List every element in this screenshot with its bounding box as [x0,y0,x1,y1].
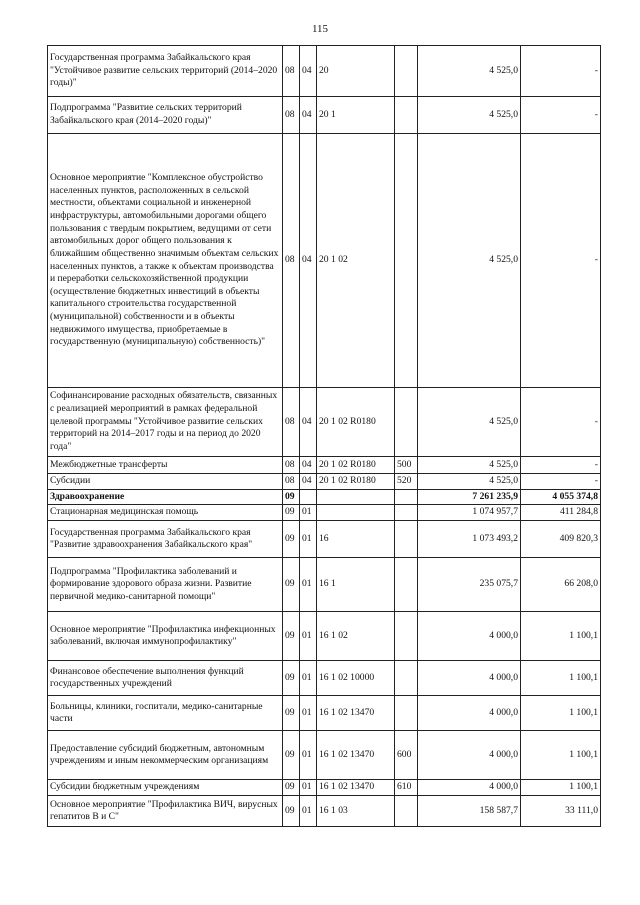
table-row [48,780,601,796]
section-code-cell: 08 [283,46,300,97]
row-name-cell: Подпрограмма "Профилактика заболеваний и формирование здорового образа жизни. Развитие первичной медико-санитарной помощи" [48,558,283,612]
amount-cell: 4 000,0 [418,780,521,796]
amount-cell-2: - [521,474,601,490]
amount-cell: 4 000,0 [418,661,521,696]
amount-cell: 1 073 493,2 [418,521,521,558]
expense-type-cell: 600 [395,731,418,780]
amount-cell: 4 000,0 [418,612,521,661]
amount-cell: 4 525,0 [418,474,521,490]
target-code-cell: 16 1 02 13470 [317,780,395,796]
row-name-cell: Здравоохранение [48,489,283,505]
section-code-cell: 08 [283,97,300,134]
target-code-cell: 16 1 02 10000 [317,661,395,696]
page-number: 115 [311,23,329,35]
section-code-cell: 08 [283,388,300,457]
table-row [48,612,601,661]
row-name-cell: Основное мероприятие "Профилактика инфекционных заболеваний, включая иммунопрофилактику" [48,612,283,661]
budget-table [47,45,601,827]
subsection-code-cell [300,489,317,505]
row-name-cell: Предоставление субсидий бюджетным, автономным учреждениям и иным некоммерческим организациям [48,731,283,780]
section-code-cell: 09 [283,558,300,612]
section-code-cell: 09 [283,521,300,558]
row-name-cell: Государственная программа Забайкальского края "Устойчивое развитие сельских территорий (2014–2020 годы)" [48,46,283,97]
target-code-cell: 16 1 03 [317,796,395,827]
amount-cell: 4 525,0 [418,388,521,457]
amount-cell-2: 1 100,1 [521,661,601,696]
expense-type-cell: 520 [395,474,418,490]
section-code-cell: 09 [283,505,300,521]
expense-type-cell [395,558,418,612]
table-row [48,558,601,612]
amount-cell-2: - [521,134,601,388]
table-row [48,796,601,827]
amount-cell-2: 4 055 374,8 [521,489,601,505]
expense-type-cell [395,134,418,388]
expense-type-cell [395,612,418,661]
subsection-code-cell: 01 [300,505,317,521]
table-row [48,474,601,490]
subsection-code-cell: 01 [300,731,317,780]
section-code-cell: 09 [283,489,300,505]
amount-cell: 4 000,0 [418,696,521,731]
row-name-cell: Больницы, клиники, госпитали, медико-санитарные части [48,696,283,731]
subsection-code-cell: 01 [300,661,317,696]
row-name-cell: Подпрограмма "Развитие сельских территорий Забайкальского края (2014–2020 годы)" [48,97,283,134]
subsection-code-cell: 04 [300,457,317,474]
amount-cell-2: 411 284,8 [521,505,601,521]
section-code-cell: 08 [283,474,300,490]
row-name-cell: Стационарная медицинская помощь [48,505,283,521]
expense-type-cell [395,489,418,505]
subsection-code-cell: 01 [300,796,317,827]
table-body [48,46,601,827]
row-name-cell: Субсидии бюджетным учреждениям [48,780,283,796]
row-name-cell: Субсидии [48,474,283,490]
amount-cell-2: 1 100,1 [521,731,601,780]
target-code-cell: 20 1 02 R0180 [317,457,395,474]
subsection-code-cell: 01 [300,696,317,731]
amount-cell-2: - [521,46,601,97]
table-row [48,505,601,521]
target-code-cell: 20 1 02 [317,134,395,388]
subsection-code-cell: 04 [300,134,317,388]
table-row [48,388,601,457]
section-code-cell: 09 [283,796,300,827]
target-code-cell: 20 1 02 R0180 [317,474,395,490]
section-code-cell: 08 [283,134,300,388]
section-code-cell: 09 [283,696,300,731]
table-row [48,696,601,731]
subsection-code-cell: 04 [300,46,317,97]
target-code-cell: 20 1 [317,97,395,134]
expense-type-cell [395,661,418,696]
expense-type-cell [395,46,418,97]
amount-cell: 235 075,7 [418,558,521,612]
amount-cell-2: 1 100,1 [521,780,601,796]
row-name-cell: Финансовое обеспечение выполнения функций государственных учреждений [48,661,283,696]
expense-type-cell [395,796,418,827]
table-row [48,97,601,134]
subsection-code-cell: 01 [300,612,317,661]
section-code-cell: 09 [283,731,300,780]
expense-type-cell: 610 [395,780,418,796]
row-name-cell: Основное мероприятие "Профилактика ВИЧ, вирусных гепатитов В и С" [48,796,283,827]
target-code-cell [317,505,395,521]
row-name-cell: Основное мероприятие "Комплексное обустройство населенных пунктов, расположенных в сельской местности, объектами социальной и инженерной инфраструктуры, автомобильными дорогами общего пользования с твердым покрытием, ведущими от сети автомобильных дорог общего пользования к ближайшим общественно значимым объектам сельских населенных пунктов, а также к объектам производства и переработки сельскохозяйственной продукции (осуществление бюджетных инвестиций в объекты капитального строительства государственной (муниципальной) собственности и в объекты недвижимого имущества, приобретаемые в государственную (муниципальную) собственность)" [48,134,283,388]
target-code-cell: 20 [317,46,395,97]
amount-cell: 4 525,0 [418,134,521,388]
subsection-code-cell: 04 [300,474,317,490]
row-name-cell: Государственная программа Забайкальского края "Развитие здравоохранения Забайкальского края" [48,521,283,558]
amount-cell-2: - [521,388,601,457]
section-code-cell: 08 [283,457,300,474]
expense-type-cell [395,696,418,731]
table-row [48,661,601,696]
target-code-cell [317,489,395,505]
table-row [48,134,601,388]
subsection-code-cell: 04 [300,97,317,134]
target-code-cell: 16 [317,521,395,558]
row-name-cell: Софинансирование расходных обязательств, связанных с реализацией мероприятий в рамках федеральной целевой программы "Устойчивое развитие сельских территорий на 2014–2017 годы и на период до 2020 года" [48,388,283,457]
amount-cell-2: 66 208,0 [521,558,601,612]
table-row [48,457,601,474]
subsection-code-cell: 04 [300,388,317,457]
subsection-code-cell: 01 [300,780,317,796]
section-code-cell: 09 [283,612,300,661]
amount-cell-2: 1 100,1 [521,612,601,661]
amount-cell-2: - [521,457,601,474]
target-code-cell: 16 1 [317,558,395,612]
table-row [48,731,601,780]
target-code-cell: 16 1 02 [317,612,395,661]
amount-cell-2: - [521,97,601,134]
amount-cell: 158 587,7 [418,796,521,827]
amount-cell-2: 1 100,1 [521,696,601,731]
amount-cell: 4 000,0 [418,731,521,780]
expense-type-cell [395,388,418,457]
amount-cell-2: 409 820,3 [521,521,601,558]
section-code-cell: 09 [283,780,300,796]
amount-cell: 4 525,0 [418,457,521,474]
amount-cell: 7 261 235,9 [418,489,521,505]
target-code-cell: 16 1 02 13470 [317,731,395,780]
row-name-cell: Межбюджетные трансферты [48,457,283,474]
amount-cell: 1 074 957,7 [418,505,521,521]
table-row [48,521,601,558]
subsection-code-cell: 01 [300,521,317,558]
expense-type-cell [395,521,418,558]
amount-cell-2: 33 111,0 [521,796,601,827]
expense-type-cell: 500 [395,457,418,474]
table-row [48,46,601,97]
expense-type-cell [395,97,418,134]
section-code-cell: 09 [283,661,300,696]
subsection-code-cell: 01 [300,558,317,612]
target-code-cell: 16 1 02 13470 [317,696,395,731]
amount-cell: 4 525,0 [418,97,521,134]
target-code-cell: 20 1 02 R0180 [317,388,395,457]
table-row [48,489,601,505]
expense-type-cell [395,505,418,521]
amount-cell: 4 525,0 [418,46,521,97]
